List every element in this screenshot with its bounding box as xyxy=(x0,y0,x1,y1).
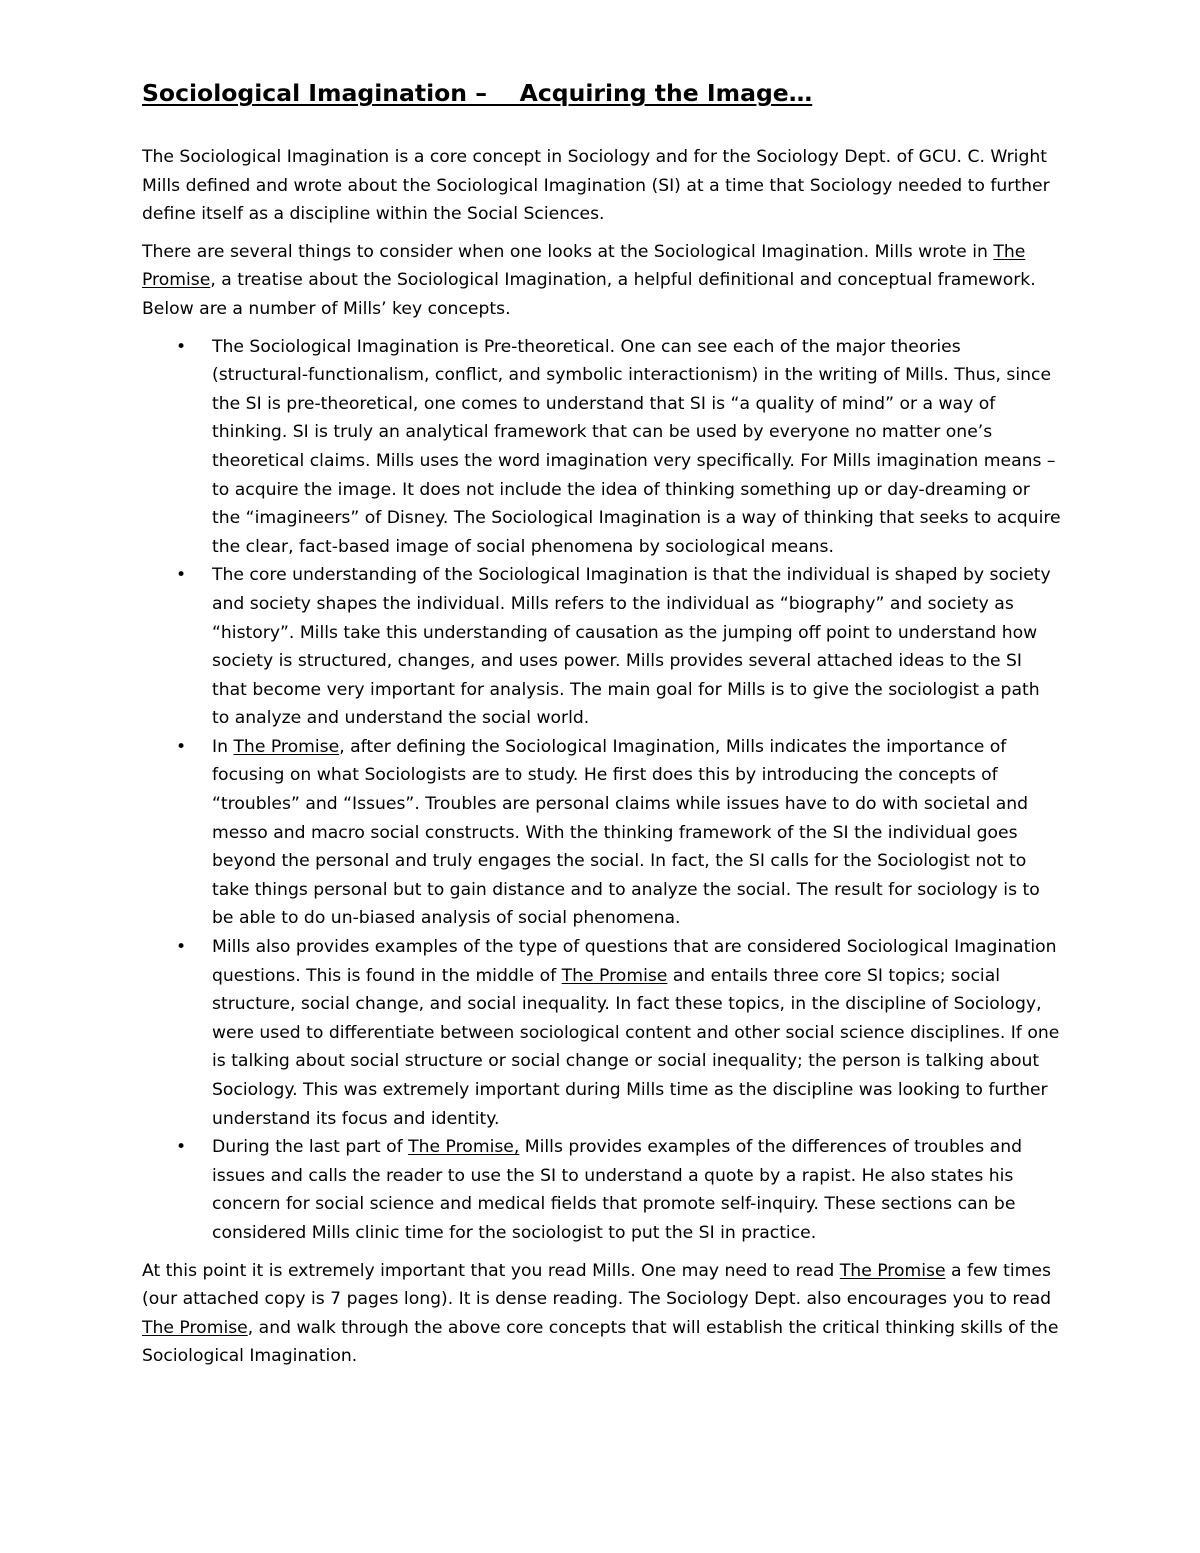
text-segment: At this point it is extremely important that you read Mills. One may need to read xyxy=(142,1260,840,1281)
text-segment: and entails three core SI topics; social structure, social change, and social inequality. In fact these topics, in the discipline of Sociology, were used to differentiate between sociological content and other social science disciplines. If one is talking about social structure or social change or social inequality; the person is talking about Sociology. This was extremely important during Mills time as the discipline was looking to further understand its focus and identity. xyxy=(212,965,1060,1129)
list-item xyxy=(176,1133,1062,1247)
list-item xyxy=(176,561,1062,733)
framework-paragraph xyxy=(142,238,1062,324)
book-title-reference: The Promise xyxy=(142,241,1026,291)
text-segment: , after defining the Sociological Imagination, Mills indicates the importance of focusing on what Sociologists are to study. He first does this by introducing the concepts of “troubles” and “Issues”. Troubles are personal claims while issues have to do with societal and messo and macro social constructs. With the thinking framework of the SI the individual goes beyond the personal and truly engages the social. In fact, the SI calls for the Sociologist not to take things personal but to gain distance and to analyze the social. The result for sociology is to be able to do un-biased analysis of social phenomena. xyxy=(212,736,1040,929)
document-title: Sociological Imagination – Acquiring the Image… xyxy=(142,79,813,107)
closing-paragraph xyxy=(142,1257,1062,1371)
book-title-reference: The Promise xyxy=(839,1260,946,1281)
text-segment: , a treatise about the Sociological Imagination, a helpful definitional and conceptual framework. Below are a number of Mills’ key concepts. xyxy=(142,270,1036,319)
bullet-icon: • xyxy=(176,565,187,586)
book-title-reference: The Promise xyxy=(561,965,668,986)
text-segment: Mills also provides examples of the type of questions that are considered Sociological Imagination questions. This is found in the middle of xyxy=(212,937,1057,986)
text-segment: The Sociological Imagination is Pre-theoretical. One can see each of the major theories (structural-functionalism, conflict, and symbolic interactionism) in the writing of Mills. Thus, since the SI is pre-theoretical, one comes to understand that SI is “a quality of mind” or a way of thinking. SI is truly an analytical framework that can be used by everyone no matter one’s theoretical claims. Mills uses the word imagination very specifically. For Mills imagination means – to acquire the image. It does not include the idea of thinking something up or day-dreaming or the “imagineers” of Disney. The Sociological Imagination is a way of thinking that seeks to acquire the clear, fact-based image of social phenomena by sociological means. xyxy=(212,336,1061,557)
document-page xyxy=(142,78,1062,1380)
list-item xyxy=(176,333,1062,562)
text-segment: Mills provides examples of the differences of troubles and issues and calls the reader to use the SI to understand a quote by a rapist. He also states his concern for social science and medical fields that promote self-inquiry. These sections can be considered Mills clinic time for the sociologist to put the SI in practice. xyxy=(212,1137,1023,1243)
book-title-reference: The Promise xyxy=(233,736,340,757)
intro-paragraph xyxy=(142,143,1062,229)
text-segment: During the last part of xyxy=(212,1137,409,1158)
text-segment: There are several things to consider when one looks at the Sociological Imagination. Mills wrote in xyxy=(142,241,994,262)
text-segment: a few times (our attached copy is 7 pages long). It is dense reading. The Sociology Dept. also encourages you to read xyxy=(142,1260,1052,1310)
book-title-reference: The Promise xyxy=(142,1317,248,1338)
text-segment: The core understanding of the Sociological Imagination is that the individual is shaped by society and society shapes the individual. Mills refers to the individual as “biography” and society as “history”. Mills take this understanding of causation as the jumping off point to understand how society is structured, changes, and uses power. Mills provides several attached ideas to the SI that become very important for analysis. The main goal for Mills is to give the sociologist a path to analyze and understand the social world. xyxy=(212,565,1051,729)
text-segment: In xyxy=(212,736,234,757)
list-item xyxy=(176,733,1062,933)
bullet-icon: • xyxy=(176,736,187,757)
bullet-icon: • xyxy=(176,336,187,357)
bullet-icon: • xyxy=(176,1137,187,1158)
key-concepts-list xyxy=(142,333,1062,1248)
list-item xyxy=(176,933,1062,1133)
bullet-icon: • xyxy=(176,937,187,958)
text-segment: The Sociological Imagination is a core concept in Sociology and for the Sociology Dept. of GCU. C. Wright Mills defined and wrote about the Sociological Imagination (SI) at a time that Sociology needed to further define itself as a discipline within the Social Sciences. xyxy=(142,147,1050,225)
text-segment: , and walk through the above core concepts that will establish the critical thinking skills of the Sociological Imagination. xyxy=(142,1317,1059,1367)
book-title-reference: The Promise, xyxy=(408,1137,520,1158)
